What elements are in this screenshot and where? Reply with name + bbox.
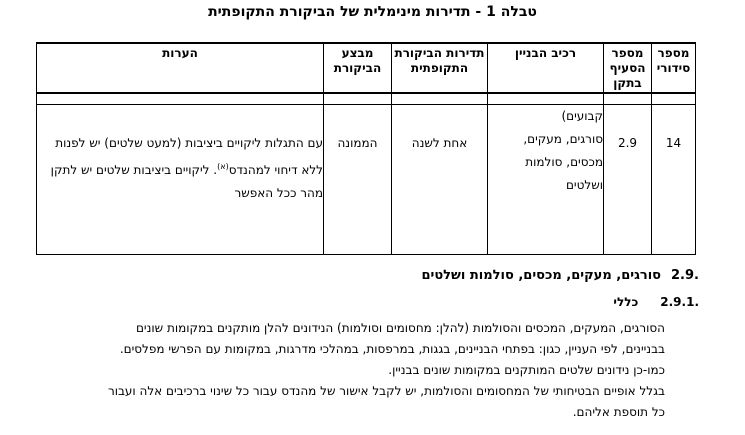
cell-clause: 2.9 <box>604 105 652 255</box>
cell-serial: 14 <box>652 105 696 255</box>
prev-row-tail: קבועים) <box>561 109 603 123</box>
schedule-table <box>36 42 696 255</box>
table-row <box>37 105 696 255</box>
page-title: טבלה 1 - תדירות מינימלית של הביקורת התקופתית <box>208 4 537 20</box>
table-header-row <box>37 43 696 93</box>
subsection-number: .2.9.1 <box>660 295 699 309</box>
header-component: רכיב הבניין <box>488 43 604 93</box>
header-clause: מספר הסעיף בתקן <box>604 43 652 93</box>
header-serial: מספר סידורי <box>652 43 696 93</box>
cell-executor: הממונה <box>324 105 392 255</box>
cell-component <box>488 105 604 255</box>
table-gap-row <box>37 93 696 105</box>
section-number: .2.9 <box>671 268 699 283</box>
notes-part2: . ליקויים ביציבות שלטים יש לתקן מהר ככל האפשר <box>50 163 323 200</box>
subsection-heading <box>613 295 699 309</box>
footnote-marker: (א) <box>217 162 229 171</box>
header-executor: מבצע הביקורת <box>324 43 392 93</box>
header-frequency: תדירות הביקורת התקופתית <box>392 43 488 93</box>
subsection-title: כללי <box>613 295 639 309</box>
header-notes: הערות <box>37 43 324 93</box>
notes-part1: עם התגלות ליקויים ביציבות (למעט שלטים) יש לפנות ללא דיחוי למהנדס <box>55 136 323 177</box>
section-title: סורגים, מעקים, מכסים, סולמות ושלטים <box>421 268 662 283</box>
schedule-table-container <box>36 42 696 238</box>
component-text: סורגים, מעקים, מכסים, סולמות ושלטים <box>523 132 603 192</box>
paragraph: בגלל אופיים הבטיחותי של המחסומים והסולמות, יש לקבל אישור של מהנדס עבור כל שינוי ברכיבים אלה ועבור כל תוספת אליהם. <box>107 384 665 419</box>
section-heading <box>421 268 699 283</box>
cell-frequency: אחת לשנה <box>392 105 488 255</box>
section-body <box>95 318 665 423</box>
cell-notes <box>37 105 324 255</box>
paragraph: הסורגים, המעקים, המכסים והסולמות (להלן: מחסומים וסולמות) הנידונים להלן מותקנים במקומות שונים בבניינים, לפי העניין, כגון: בפתחי הבניינים, בגגות, במרפסות, במהלכי מדרגות, במקומות עם הפרשי מפלסים. כמו-כן נידונים שלטים המותקנים במקומות שונים בבניין. <box>119 321 665 377</box>
